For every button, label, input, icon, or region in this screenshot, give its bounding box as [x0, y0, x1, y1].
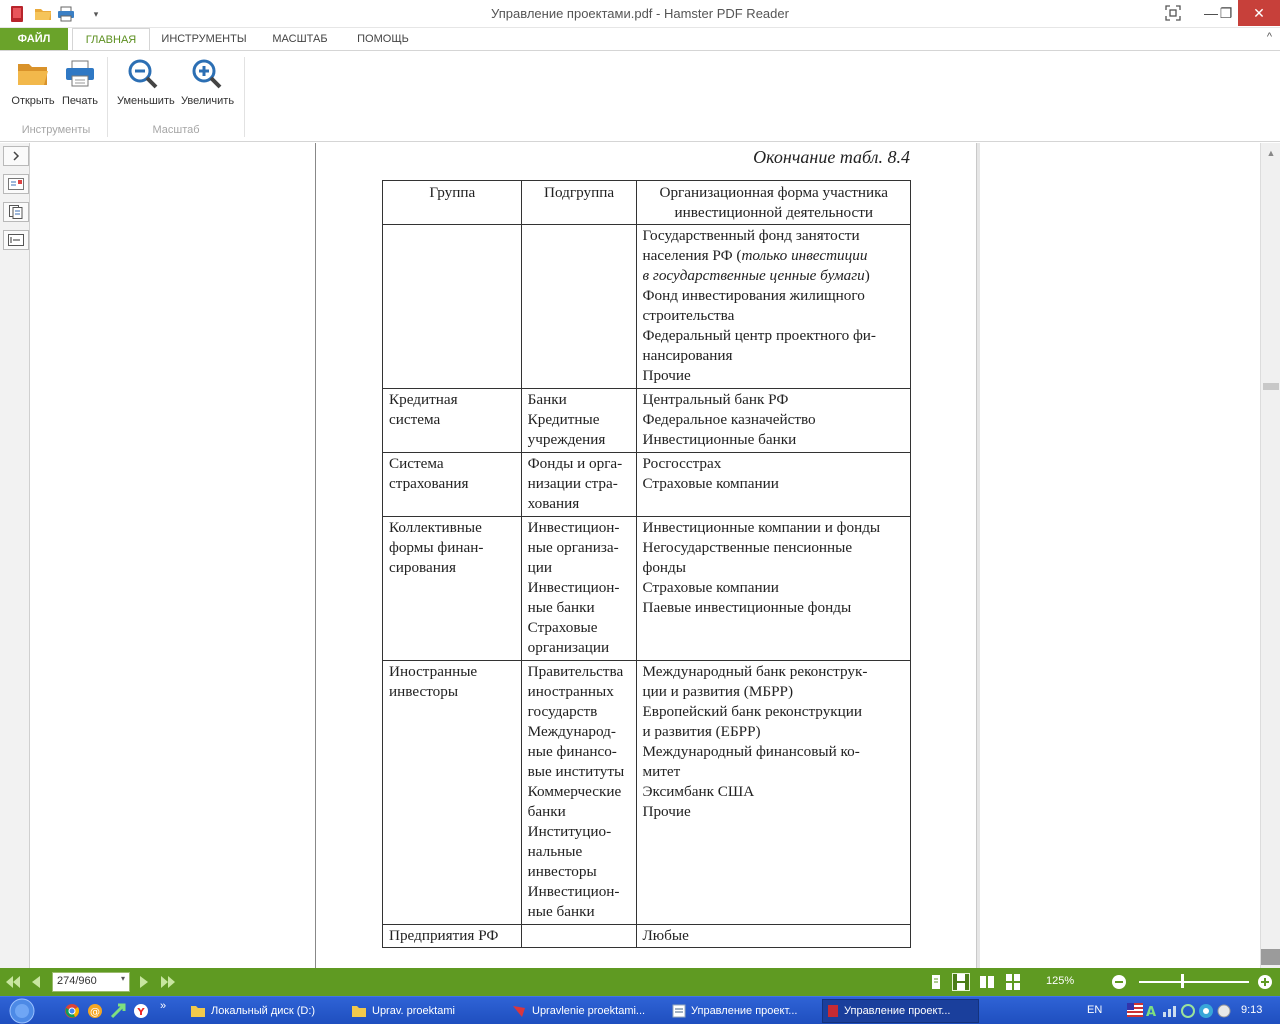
zoom-in-label: Увеличить	[181, 95, 235, 107]
title-bar	[0, 0, 1280, 28]
pdf-reader-icon	[827, 1004, 839, 1018]
cell-line: ции и развития (МБРР)	[642, 683, 794, 700]
header-forms-line: инвестиционной деятельности	[674, 204, 874, 221]
continuous-view-icon[interactable]	[953, 974, 969, 990]
cell-line: формы финан-	[389, 539, 484, 556]
cell-line: нальные	[527, 843, 583, 860]
previous-page-icon[interactable]	[28, 973, 44, 991]
zoom-plus-icon[interactable]	[1256, 973, 1274, 991]
cell-line: Инвестицион-	[527, 519, 620, 536]
cell-group	[383, 453, 522, 517]
ribbon-group-separator	[244, 57, 245, 137]
cell-line: населения РФ (только инвестиции	[642, 247, 868, 264]
status-bar	[0, 968, 1280, 996]
cell-forms	[636, 389, 911, 453]
cell-line: сирования	[389, 559, 457, 576]
cell-group	[383, 661, 522, 925]
open-label: Открыть	[11, 95, 55, 107]
tab-tools[interactable]: ИНСТРУМЕНТЫ	[161, 33, 247, 45]
cell-forms	[636, 517, 911, 661]
ribbon-group-separator	[107, 57, 108, 137]
thumbnails-button[interactable]	[3, 202, 29, 222]
cell-line: система	[389, 411, 441, 428]
left-sidebar	[0, 143, 30, 968]
window-title: Управление проектами.pdf - Hamster PDF Reader	[491, 6, 789, 21]
cell-subgroup	[521, 517, 636, 661]
folder-icon	[190, 1004, 206, 1018]
cell-forms	[636, 225, 911, 389]
cell-line: Прочие	[642, 367, 691, 384]
cell-forms	[636, 925, 911, 948]
cell-line: Негосударственные пенсионные	[642, 539, 853, 556]
cell-line: Страховые компании	[642, 475, 779, 492]
folder-icon	[351, 1004, 367, 1018]
pages-icon	[9, 205, 23, 219]
print-label: Печать	[61, 95, 99, 107]
cell-line: Предприятия РФ	[389, 927, 499, 944]
app-arrow-icon[interactable]	[110, 1003, 126, 1019]
cell-line: Инвестицион-	[527, 883, 620, 900]
zoom-slider-thumb[interactable]	[1181, 974, 1184, 988]
cell-line: иностранных	[527, 683, 614, 700]
cell-line: Прочие	[642, 803, 691, 820]
cell-line: Международный банк реконструк-	[642, 663, 868, 680]
cell-line: Инвестиционные банки	[642, 431, 797, 448]
cell-line: банки	[527, 803, 566, 820]
taskbar-item-label: Upravlenie proektami...	[532, 1005, 646, 1017]
table-caption: Окончание табл. 8.4	[753, 147, 910, 167]
cell-line: Страховые	[527, 619, 598, 636]
minimize-button[interactable]: —	[1204, 5, 1218, 21]
cell-line: Кредитная	[389, 391, 458, 408]
cell-line: страхования	[389, 475, 469, 492]
taskbar-item-label: Управление проект...	[691, 1005, 798, 1017]
zoom-out-icon	[117, 57, 169, 91]
cell-line: Институцио-	[527, 823, 612, 840]
outline-icon	[8, 234, 24, 246]
first-page-icon[interactable]	[4, 973, 22, 991]
cell-line: Международ-	[527, 723, 616, 740]
cell-line: ные банки	[527, 599, 595, 616]
ribbon	[0, 50, 1280, 142]
vertical-scrollbar[interactable]	[1260, 143, 1280, 968]
cell-line: Паевые инвестиционные фонды	[642, 599, 852, 616]
single-page-view-icon[interactable]	[928, 974, 944, 990]
cell-line: хования	[527, 495, 580, 512]
cell-forms	[636, 453, 911, 517]
cell-line: Международный финансовый ко-	[642, 743, 860, 760]
last-page-icon[interactable]	[158, 973, 178, 991]
page-number-value: 274/960	[57, 975, 97, 987]
djvu-file-icon	[511, 1004, 527, 1018]
cell-line: нансирования	[642, 347, 733, 364]
cell-line: Кредитные	[527, 411, 600, 428]
tab-home[interactable]: ГЛАВНАЯ	[72, 28, 150, 51]
scroll-up-icon[interactable]: ▲	[1266, 148, 1276, 158]
table-row	[383, 925, 911, 948]
cell-subgroup	[521, 225, 636, 389]
cell-line: ные организа-	[527, 539, 619, 556]
taskbar-item[interactable]	[507, 999, 665, 1023]
cell-line: Фонды и орга-	[527, 455, 623, 472]
taskbar-item[interactable]	[668, 999, 818, 1023]
language-indicator[interactable]: EN	[1087, 1004, 1103, 1016]
customize-quick-access-icon[interactable]: ▾	[93, 8, 99, 19]
zoom-in-button[interactable]	[181, 57, 233, 107]
clock: 9:13	[1241, 1004, 1263, 1016]
printer-icon	[54, 57, 106, 91]
document-viewer[interactable]	[31, 143, 1260, 968]
zoom-in-icon	[181, 57, 233, 91]
cell-line: Банки	[527, 391, 567, 408]
cell-line: государств	[527, 703, 598, 720]
windows-orb-icon	[7, 998, 37, 1024]
cell-subgroup	[521, 453, 636, 517]
cell-forms	[636, 661, 911, 925]
cell-subgroup	[521, 925, 636, 948]
cell-group	[383, 925, 522, 948]
yandex-browser-icon[interactable]	[133, 1003, 149, 1019]
cell-line: Федеральное казначейство	[642, 411, 816, 428]
two-page-view-icon[interactable]	[979, 974, 995, 990]
pdf-page	[315, 143, 977, 968]
header-forms	[636, 181, 911, 225]
cell-line: Центральный банк РФ	[642, 391, 789, 408]
tray-font-icon[interactable]	[1144, 1003, 1160, 1019]
taskbar-item-label: Управление проект...	[844, 1005, 951, 1017]
zoom-level: 125%	[1046, 975, 1075, 987]
table-row	[383, 661, 911, 925]
zoom-minus-icon[interactable]	[1110, 973, 1128, 991]
folder-open-icon	[7, 57, 59, 91]
cell-line: инвесторы	[527, 863, 597, 880]
cell-line: Эксимбанк США	[642, 783, 755, 800]
cell-line: Европейский банк реконструкции	[642, 703, 863, 720]
cell-line: ные банки	[527, 903, 595, 920]
cell-line: Росгосстрах	[642, 455, 722, 472]
cell-line: Фонд инвестирования жилищного	[642, 287, 865, 304]
cell-group	[383, 225, 522, 389]
cell-line: учреждения	[527, 431, 606, 448]
tray-volume-icon[interactable]	[1198, 1003, 1214, 1019]
cell-line: инвесторы	[389, 683, 459, 700]
cell-line: строительства	[642, 307, 735, 324]
chevron-down-icon[interactable]: ▾	[120, 974, 125, 983]
mail-agent-icon[interactable]	[87, 1003, 103, 1019]
bookmarks-button[interactable]	[3, 174, 29, 194]
cell-line: фонды	[642, 559, 686, 576]
cell-line: организации	[527, 639, 610, 656]
expand-sidebar-button[interactable]	[3, 146, 29, 166]
tab-file[interactable]: ФАЙЛ	[0, 28, 68, 50]
cell-line: Коммерческие	[527, 783, 622, 800]
group-label-tools: Инструменты	[21, 124, 91, 136]
svg-text:@: @	[90, 1007, 100, 1018]
open-button[interactable]	[7, 57, 59, 107]
cell-line: в государственные ценные бумаги)	[642, 267, 870, 284]
header-forms-line: Организационная форма участника	[659, 184, 888, 201]
zoom-slider[interactable]	[1139, 981, 1249, 983]
print-button[interactable]	[54, 57, 106, 107]
cell-line: Государственный фонд занятости	[642, 227, 860, 244]
taskbar-item-label: Uprav. proektami	[372, 1005, 455, 1017]
restore-button[interactable]: ❐	[1219, 4, 1233, 21]
tab-zoom[interactable]: МАСШТАБ	[272, 33, 328, 45]
scroll-down-icon[interactable]: ▼	[1261, 949, 1280, 965]
tray-sync-icon[interactable]	[1180, 1003, 1196, 1019]
cell-group	[383, 517, 522, 661]
layers-button[interactable]	[3, 230, 29, 250]
table-row	[383, 389, 911, 453]
cell-line: Инвестицион-	[527, 579, 620, 596]
table-row	[383, 225, 911, 389]
flag-icon[interactable]	[1127, 1003, 1143, 1019]
cell-line: Страховые компании	[642, 579, 779, 596]
two-page-continuous-view-icon[interactable]	[1005, 974, 1021, 990]
taskbar	[0, 996, 1280, 1024]
cell-group	[383, 389, 522, 453]
cell-line: Федеральный центр проектного фи-	[642, 327, 876, 344]
document-icon	[672, 1004, 686, 1018]
page-number-input[interactable]	[52, 972, 130, 992]
chevron-right-icon	[11, 151, 21, 161]
header-group: Группа	[383, 181, 522, 225]
taskbar-item[interactable]	[186, 999, 346, 1023]
cell-line: Любые	[642, 927, 689, 944]
cell-line: Система	[389, 455, 444, 472]
scrollbar-thumb[interactable]	[1263, 383, 1279, 390]
table-row	[383, 517, 911, 661]
ribbon-tabs	[0, 28, 1280, 50]
chrome-icon[interactable]	[64, 1003, 80, 1019]
cell-line: и развития (ЕБРР)	[642, 723, 761, 740]
tray-security-icon[interactable]	[1216, 1003, 1232, 1019]
svg-text:A: A	[1146, 1005, 1157, 1019]
taskbar-item[interactable]	[347, 999, 505, 1023]
taskbar-item-label: Локальный диск (D:)	[211, 1005, 316, 1017]
taskbar-item-active[interactable]	[822, 999, 979, 1023]
cell-line: Правительства	[527, 663, 624, 680]
taskbar-overflow-icon[interactable]: »	[160, 1000, 167, 1012]
cell-line: Коллективные	[389, 519, 482, 536]
ribbon-collapse-icon[interactable]: ^	[1266, 31, 1272, 43]
svg-text:Y: Y	[137, 1007, 145, 1018]
bookmarks-icon	[8, 178, 24, 190]
next-page-icon[interactable]	[136, 973, 152, 991]
cell-line: низации стра-	[527, 475, 618, 492]
tray-network-icon[interactable]	[1161, 1003, 1177, 1019]
table-row	[383, 453, 911, 517]
close-button[interactable]: ✕	[1238, 0, 1280, 26]
fullscreen-icon[interactable]	[1154, 0, 1192, 26]
cell-line: митет	[642, 763, 681, 780]
cell-line: Иностранные	[389, 663, 478, 680]
zoom-out-button[interactable]	[117, 57, 175, 107]
zoom-out-label: Уменьшить	[117, 95, 175, 107]
document-table	[382, 180, 911, 948]
cell-line: вые институты	[527, 763, 625, 780]
cell-subgroup	[521, 661, 636, 925]
start-button[interactable]	[0, 997, 44, 1024]
cell-line: ции	[527, 559, 553, 576]
tab-help[interactable]: ПОМОЩЬ	[357, 33, 409, 45]
cell-line: ные финансо-	[527, 743, 617, 760]
group-label-zoom: Масштаб	[152, 124, 200, 136]
header-subgroup: Подгруппа	[521, 181, 636, 225]
cell-subgroup	[521, 389, 636, 453]
cell-line: Инвестиционные компании и фонды	[642, 519, 881, 536]
table-header-row	[383, 181, 911, 225]
